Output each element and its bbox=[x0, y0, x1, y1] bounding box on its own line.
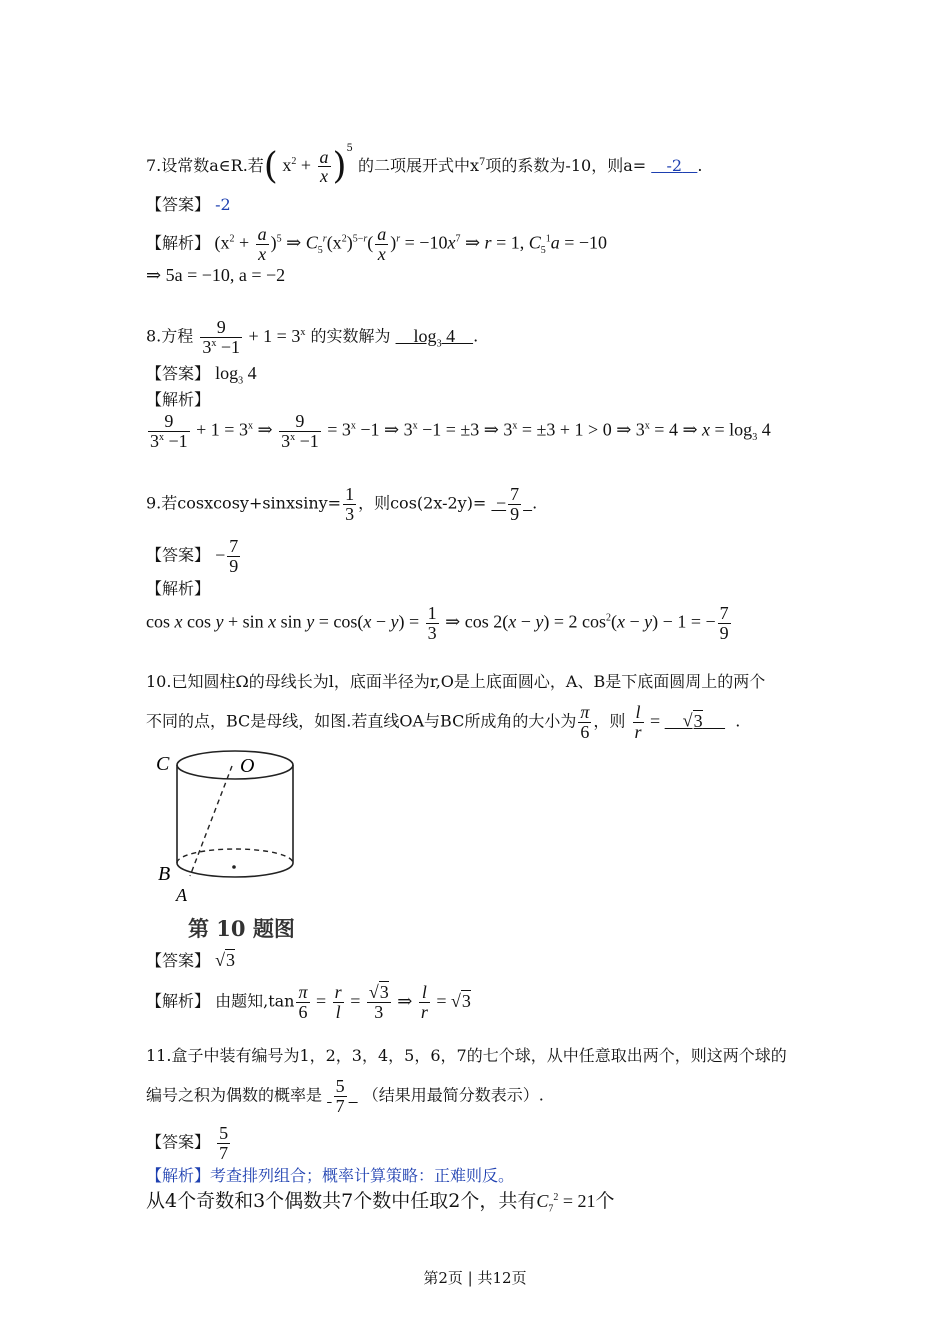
q11-stem-line2: 编号之积为偶数的概率是 $\frac{5}{7}$ （结果用最简分数表示）. bbox=[146, 1076, 544, 1116]
q9-analysis-label: 【解析】 bbox=[146, 579, 211, 598]
q9-answer: 【答案】 − $\frac{7}{9}$ bbox=[146, 536, 239, 576]
q8-analysis-label: 【解析】 bbox=[146, 390, 211, 409]
q7-stem: 7.设常数a∈R.若( $x^2$ + $\frac{a}{x}$ )$^5$ 的二项展开式中$x^7$项的系数为-10，则a= -2 . bbox=[146, 142, 703, 187]
svg-text:O: O bbox=[240, 755, 255, 777]
q8-analysis: $\frac{9}{3^x -1}$ + $1 = 3^x$ ⇒ $\frac{9}{3^x -1}$ = $3^x -1$ ⇒ $3^x -1 = \pm 3$ ⇒ $3^x = \pm 3 + 1 > 0$ ⇒ $3^x = 4$ ⇒ $x = \log_3 4$ bbox=[150, 411, 771, 451]
q9-stem: 9.若cosxcosy+sinxsiny= $\frac{1}{3}$ ，则cos(2x-2y)= − $\frac{7}{9}$ . bbox=[146, 484, 538, 524]
q8-stem: 8.方程 $\frac{9}{3^x -1}$ + $1 = 3^x$ 的实数解为 $\log_3 4$ . bbox=[146, 317, 479, 357]
q11-stem-line1: 11.盒子中装有编号为1，2，3，4，5，6，7的七个球，从中任意取出两个，则这两个球的 bbox=[146, 1046, 787, 1065]
svg-text:B: B bbox=[158, 863, 171, 885]
q9-analysis: cos x cos y + sin x sin y = cos(x − y) = $\frac{1}{3}$ ⇒ cos 2(x − y) = 2 $\cos^2(x - y) - 1$ = − $\frac{7}{9}$ bbox=[146, 603, 729, 643]
svg-text:C: C bbox=[156, 753, 170, 775]
q10-stem-line1: 10.已知圆柱Ω的母线长为l，底面半径为r,O是上底面圆心，A、B是下底面圆周上的两个 bbox=[146, 672, 766, 691]
q7-analysis-step2: ⇒ 5a = −10, a = −2 bbox=[146, 265, 286, 285]
cylinder-figure bbox=[148, 748, 308, 948]
q11-answer: 【答案】 $\frac{5}{7}$ bbox=[146, 1123, 229, 1163]
q11-analysis: 【解析】考查排列组合；概率计算策略：正难则反。 bbox=[146, 1166, 515, 1185]
q7-answer: 【答案】 -2 bbox=[146, 195, 231, 214]
q10-answer: 【答案】 √3 bbox=[146, 950, 235, 970]
q7-analysis: 【解析】 ($x^2$ + $\frac{a}{x}$ )$^5$ ⇒ $C_5^r(x^2)^{5-r}$( $\frac{a}{x}$ )$^r = -10x^7$ ⇒ r = 1, $C_5^1a = -10$ bbox=[146, 224, 608, 264]
svg-text:第 10 题图: 第 10 题图 bbox=[188, 916, 295, 941]
q10-analysis: 【解析】 由题知,tan $\frac{\pi}{6}$ = $\frac{r}{l}$ = $\frac{√3}{3}$ ⇒ $\frac{l}{r}$ = √3 bbox=[146, 982, 471, 1022]
q11-analysis-line2: 从4个奇数和3个偶数共7个数中任取2个，共有$C_7^2 = 21$个 bbox=[146, 1190, 615, 1215]
page-footer: 第2页 | 共12页 bbox=[423, 1269, 527, 1287]
q10-stem-line2: 不同的点，BC是母线，如图.若直线OA与BC所成角的大小为 $\frac{\pi}{6}$ ，则 $\frac{l}{r}$ = √3 . bbox=[146, 702, 741, 742]
q8-answer: 【答案】 $\log_3 4$ bbox=[146, 363, 257, 387]
svg-text:A: A bbox=[176, 885, 187, 905]
